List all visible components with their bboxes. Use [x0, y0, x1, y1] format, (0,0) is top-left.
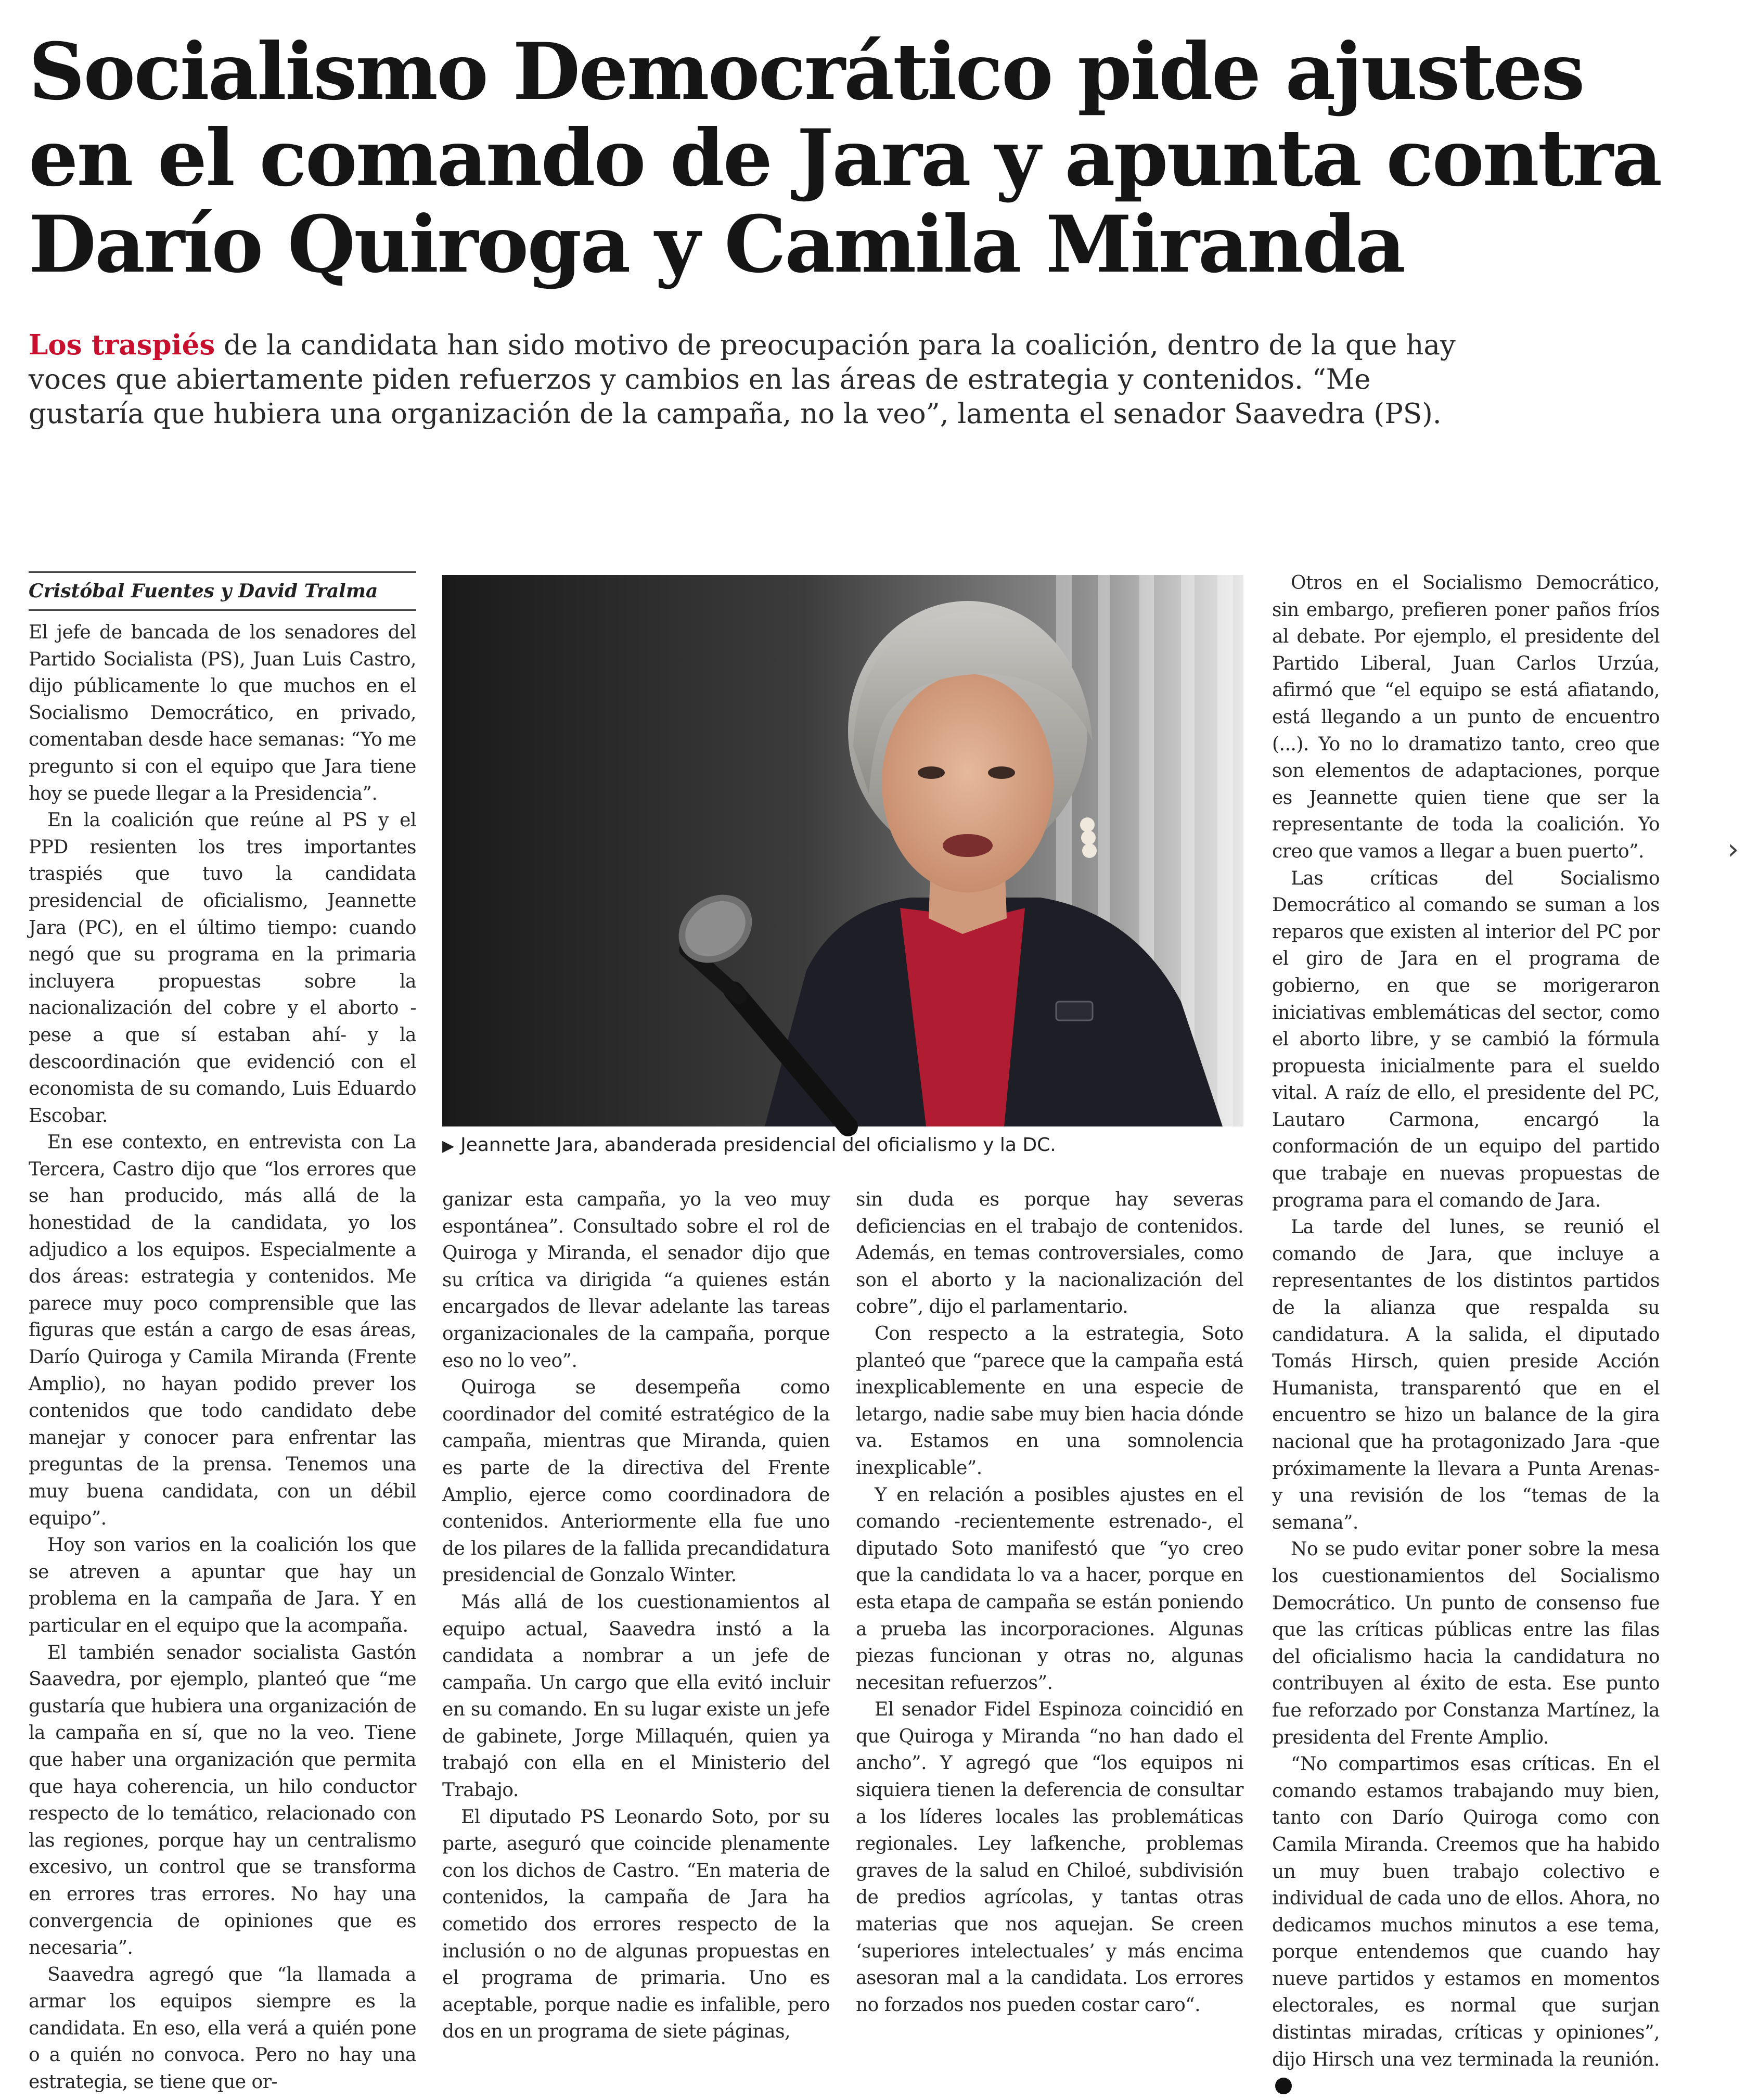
next-page-chevron-icon[interactable]: › [1727, 833, 1739, 866]
paragraph: Y en relación a posibles ajustes en el comando -recientemente estrenado-, el diputado Soto manifestó que “yo creo que la candidata lo va a hacer, porque en esta etapa de campaña se están poniendo a prueba las incorporaciones. Algunas piezas funcionan y otras no, algunas necesitan refuerzos”. [856, 1484, 1243, 1694]
paragraph: La tarde del lunes, se reunió el comando de Jara, que incluye a representantes de los distintos partidos de la alianza que respalda su candidatura. A la salida, el diputado Tomás Hirsch, quien preside Acción Humanista, transparentó que en el encuentro se hizo un balance de la gira nacional que ha protagonizado Jara -que próximamente la llevara a Punta Arenas- y una revisión de los “temas de la semana”. [1272, 1217, 1660, 1533]
end-of-article-icon [1275, 2078, 1292, 2094]
lead-paragraph [29, 328, 1465, 431]
paragraph: sin duda es porque hay severas deficiencias en el trabajo de contenidos. Además, en temas controversiales, como son el aborto y la nacionalización del cobre”, dijo el parlamentario. [856, 1189, 1243, 1318]
body-column-2 [442, 1186, 830, 2043]
byline: Cristóbal Fuentes y David Tralma [29, 571, 416, 611]
paragraph: El diputado PS Leonardo Soto, por su parte, aseguró que coincide plenamente con los dichos de Castro. “En materia de contenidos, la campaña de Jara ha cometido dos errores respecto de la inclusión o no de algunas propuestas en el programa de primaria. Uno es aceptable, porque nadie es infalible, pero dos en un programa de siete páginas, [442, 1806, 830, 2043]
paragraph: En la coalición que reúne al PS y el PPD resienten los tres importantes traspiés que tuvo la candidata presidencial de oficialismo, Jeannette Jara (PC), en el último tiempo: cuando negó que su programa en la primaria incluyera propuestas sobre la nacionalización del cobre y el aborto -pese a que sí estaban ahí- y la descoordinación que evidenció con el economista de su comando, Luis Eduardo Escobar. [29, 810, 416, 1126]
paragraph: ganizar esta campaña, yo la veo muy espontánea”. Consultado sobre el rol de Quiroga y Miranda, el senador dijo que su crítica va dirigida “a quienes están encargados de llevar adelante las tareas organizacionales de la campaña, porque eso no lo veo”. [442, 1189, 830, 1372]
paragraph: Con respecto a la estrategia, Soto planteó que “parece que la campaña está inexplicablemente en una especie de letargo, nadie sabe muy bien hacia dónde va. Estamos en una somnolencia inexplicable”. [856, 1323, 1243, 1479]
paragraph: Las críticas del Socialismo Democrático al comando se suman a los reparos que existen al interior del PC por el giro de Jara en el programa de gobierno, en que se morigeraron iniciativas emblemáticas del sector, como el aborto libre, y se cambió la fórmula propuesta inicialmente para el sueldo vital. A raíz de ello, el presidente del PC, Lautaro Carmona, encargó la conformación de un equipo del partido que trabaje en nuevas propuestas de programa para el comando de Jara. [1272, 867, 1660, 1211]
caption-marker-icon: ▶ [442, 1137, 455, 1155]
paragraph: Hoy son varios en la coalición los que se atreven a apuntar que hay un problema en la campaña de Jara. Y en particular en el equipo que la acompaña. [29, 1534, 416, 1636]
paragraph-final-text: “No compartimos esas críticas. En el comando estamos trabajando muy bien, tanto con Darío Quiroga como con Camila Miranda. Creemos que ha habido un muy buen trabajo colectivo e individual de cada uno de ellos. Ahora, no dedicamos muchos minutos a ese tema, porque entendemos que cuando hay nueve partidos y estamos en momentos electorales, es normal que surjan distintas miradas, críticas y opiniones”, dijo Hirsch una vez terminada la reunión. [1272, 1753, 1660, 2070]
paragraph: Otros en el Socialismo Democrático, sin embargo, prefieren poner paños fríos al debate. Por ejemplo, el presidente del Partido Liberal, Juan Carlos Urzúa, afirmó que “el equipo se está afiatando, está llegando a un punto de encuentro (...). Yo no lo dramatizo tanto, creo que son elementos de adaptaciones, porque es Jeannette quien tiene que ser la representante de toda la coalición. Yo creo que vamos a llegar a buen puerto”. [1272, 572, 1660, 862]
paragraph: El jefe de bancada de los senadores del Partido Socialista (PS), Juan Luis Castro, dijo públicamente lo que muchos en el Socialismo Democrático, en privado, comentaban desde hace semanas: “Yo me pregunto si con el equipo que Jara tiene hoy se puede llegar a la Presidencia”. [29, 622, 416, 804]
photo-caption-text: Jeannette Jara, abanderada presidencial del oficialismo y la DC. [460, 1134, 1056, 1156]
body-column-3 [856, 1186, 1243, 2016]
paragraph: Quiroga se desempeña como coordinador del comité estratégico de la campaña, mientras que Miranda, quien es parte de la directiva del Frente Amplio, ejerce como coordinadora de contenidos. Anteriormente ella fue uno de los pilares de la fallida precandidatura presidencial de Gonzalo Winter. [442, 1377, 830, 1586]
speaker-photo-illustration [442, 575, 1243, 1126]
paragraph: No se pudo evitar poner sobre la mesa los cuestionamientos del Socialismo Democrático. Un punto de consenso fue que las críticas públicas entre las filas del oficialismo hacia la candidatura no contribuyen al éxito de esta. Ese punto fue reforzado por Constanza Martínez, la presidenta del Frente Amplio. [1272, 1539, 1660, 1748]
paragraph: En ese contexto, en entrevista con La Tercera, Castro dijo que “los errores que se han producido, más allá de la honestidad de la candidata, yo los adjudico a los equipos. Especialmente a dos áreas: estrategia y contenidos. Me parece muy poco comprensible que las figuras que están a cargo de esas áreas, Darío Quiroga y Camila Miranda (Frente Amplio), no hayan podido prever los contenidos que todo candidato debe manejar y conocer para enfrentar las preguntas de la prensa. Tenemos una muy buena candidata, con un débil equipo”. [29, 1132, 416, 1529]
paragraph: El también senador socialista Gastón Saavedra, por ejemplo, planteó que “me gustaría que hubiera una organización de la campaña en sí, que no la veo. Tiene que haber una organización que permita que haya coherencia, un hilo conductor respecto de lo temático, relacionado con las regiones, porque hay un centralismo excesivo, un control que se transforma en errores tras errores. No hay una convergencia de opiniones que es necesaria”. [29, 1642, 416, 1959]
body-column-4 [1272, 570, 1660, 2070]
headline: Socialismo Democrático pide ajustes en el comando de Jara y apunta contra Darío Quiroga y Camila Miranda [29, 26, 1661, 290]
paragraph: Saavedra agregó que “la llamada a armar los equipos siempre es la candidata. En eso, ella verá a quién pone o a quién no convoca. Pero no hay una estrategia, se tiene que or- [29, 1964, 416, 2093]
lead-highlight: Los traspiés [29, 329, 215, 361]
photo-caption [442, 1133, 1243, 1158]
paragraph: Más allá de los cuestionamientos al equipo actual, Saavedra instó a la candidata a nombrar a un jefe de campaña. Un cargo que ella evitó incluir en su comando. En su lugar existe un jefe de gabinete, Jorge Millaquén, quien ya trabajó con ella en el Ministerio del Trabajo. [442, 1591, 830, 1801]
lead-text: de la candidata han sido motivo de preocupación para la coalición, dentro de la que hay voces que abiertamente piden refuerzos y cambios en las áreas de estrategia y contenidos. “Me gustaría que hubiera una organización de la campaña, no la veo”, lamenta el senador Saavedra (PS). [29, 329, 1456, 430]
paragraph: El senador Fidel Espinoza coincidió en que Quiroga y Miranda “no han dado el ancho”. Y agregó que “los equipos ni siquiera tienen la deferencia de consultar a los líderes locales las problemáticas regionales. Ley lafkenche, problemas graves de la salud en Chiloé, subdivisión de predios agrícolas, y tantas otras materias que nos aquejan. Se creen ‘superiores intelectuales’ y más encima asesoran mal a la candidata. Los errores no forzados nos pueden costar caro“. [856, 1699, 1243, 2016]
article-photo [442, 575, 1243, 1126]
body-column-1 [29, 619, 416, 2093]
paragraph-final [1272, 1751, 1660, 2100]
